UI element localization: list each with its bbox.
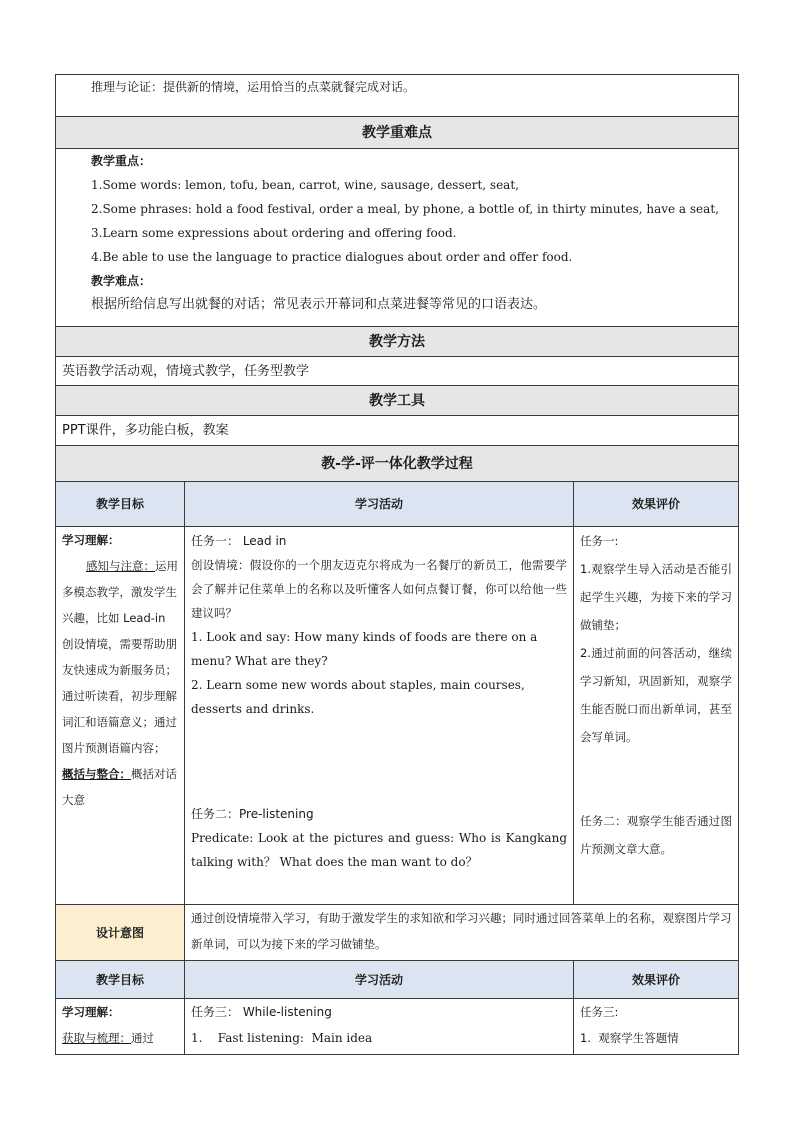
col-eval-header-2 <box>574 961 739 999</box>
focus-item-2: 2.Some phrases: hold a food festival, order a meal, by phone, a bottle of, in thirty minutes, have a seat, <box>91 202 719 216</box>
col-eval-label-2: 效果评价 <box>632 972 681 987</box>
lesson-plan-page <box>55 74 738 1055</box>
focus-item-3: 3.Learn some expressions about ordering and offering food. <box>91 226 457 240</box>
block1-goal-title: 学习理解： <box>62 533 120 547</box>
block1-goal-sub2: 概括与整合： <box>62 767 131 781</box>
task1-context: 创设情境：假设你的一个朋友迈克尔将成为一名餐厅的新员工，他需要学会了解并记住菜单上的名称以及听懂客人如何点餐订餐，你可以给他一些建议吗？ <box>191 558 567 620</box>
process-title: 教-学-评一体化教学过程 <box>321 455 473 472</box>
eval-task2: 任务二：观察学生能否通过图片预测文章大意。 <box>580 814 733 856</box>
col-goal-label-2: 教学目标 <box>95 972 144 987</box>
tools-title: 教学工具 <box>369 392 425 409</box>
block2-goal-title: 学习理解： <box>62 1005 120 1019</box>
tools-body <box>56 416 739 446</box>
col-goal-header <box>56 482 185 527</box>
block2-activity-cell <box>185 999 574 1055</box>
block2-goal-text: 通过 <box>131 1031 154 1045</box>
focus-item-4: 4.Be able to use the language to practice dialogues about order and offer food. <box>91 250 573 264</box>
difficulty-label: 教学难点： <box>91 274 152 288</box>
block1-goal-sub1: 感知与注意： <box>86 559 155 573</box>
methods-title: 教学方法 <box>369 333 425 350</box>
eval-task3-title: 任务三: <box>580 1005 619 1019</box>
block1-goal-cell <box>56 527 185 905</box>
eval-task1-title: 任务一: <box>580 534 619 548</box>
col-activity-header-2 <box>185 961 574 999</box>
process-header <box>56 446 739 482</box>
block2-goal-sub: 获取与梳理： <box>62 1031 131 1045</box>
key-points-body <box>56 149 739 327</box>
reasoning-text: 推理与论证：提供新的情境，运用恰当的点菜就餐完成对话。 <box>91 80 416 94</box>
col-activity-label-2: 学习活动 <box>354 972 403 987</box>
focus-label: 教学重点： <box>91 154 152 168</box>
block2-goal-cell <box>56 999 185 1055</box>
task2-text: Predicate: Look at the pictures and guess: Who is Kangkang talking with？ What does the man want to do？ <box>191 831 567 869</box>
tools-header <box>56 386 739 416</box>
lesson-plan-table <box>55 74 739 1055</box>
task3-item-1: 1. Fast listening: Main idea <box>191 1031 373 1045</box>
methods-header <box>56 327 739 357</box>
block1-activity-cell <box>185 527 574 905</box>
eval-item-2: 2.通过前面的问答活动，继续学习新知，巩固新知，观察学生能否脱口而出新单词，甚至会写单词。 <box>580 646 733 744</box>
focus-item-1: 1.Some words: lemon, tofu, bean, carrot, wine, sausage, dessert, seat, <box>91 178 519 192</box>
task1-item-1: 1. Look and say: How many kinds of foods are there on a menu? What are they? <box>191 630 538 668</box>
tools-text: PPT课件，多功能白板，教案 <box>62 423 229 438</box>
reasoning-row <box>56 75 739 117</box>
block1-goal-text2: 概括对话大意 <box>62 767 177 807</box>
col-eval-label: 效果评价 <box>632 497 681 511</box>
methods-text: 英语教学活动观，情境式教学，任务型教学 <box>62 363 310 379</box>
task1-item-2: 2. Learn some new words about staples, main courses, desserts and drinks. <box>191 678 525 716</box>
design-intent-text-cell <box>185 905 739 961</box>
block1-goal-text1: 运用多模态教学，激发学生兴趣，比如 Lead-in 创设情境，需要帮助朋友快速成为新服务员；通过听读看，初步理解词汇和语篇意义；通过图片预测语篇内容； <box>62 559 178 755</box>
design-intent-label-cell <box>56 905 185 961</box>
task3-title: 任务三： While-listening <box>191 1005 332 1019</box>
col-goal-label: 教学目标 <box>95 497 144 511</box>
design-intent-label: 设计意图 <box>95 925 144 940</box>
eval-task3-item-1: 1. 观察学生答题情 <box>580 1031 679 1045</box>
col-eval-header <box>574 482 739 527</box>
key-points-header <box>56 117 739 149</box>
col-activity-header <box>185 482 574 527</box>
key-points-title: 教学重难点 <box>362 124 432 141</box>
difficulty-text: 根据所给信息写出就餐的对话；常见表示开幕词和点菜进餐等常见的口语表达。 <box>91 297 547 312</box>
task2-title: 任务二：Pre-listening <box>191 807 314 821</box>
block2-eval-cell <box>574 999 739 1055</box>
block1-eval-cell <box>574 527 739 905</box>
task1-title: 任务一： Lead in <box>191 534 287 548</box>
col-activity-label: 学习活动 <box>354 497 403 511</box>
eval-item-1: 1.观察学生导入活动是否能引起学生兴趣，为接下来的学习做铺垫； <box>580 562 733 632</box>
design-intent-text: 通过创设情境带入学习，有助于激发学生的求知欲和学习兴趣；同时通过回答菜单上的名称，观察图片学习新单词，可以为接下来的学习做铺垫。 <box>191 911 732 951</box>
col-goal-header-2 <box>56 961 185 999</box>
methods-body <box>56 357 739 386</box>
